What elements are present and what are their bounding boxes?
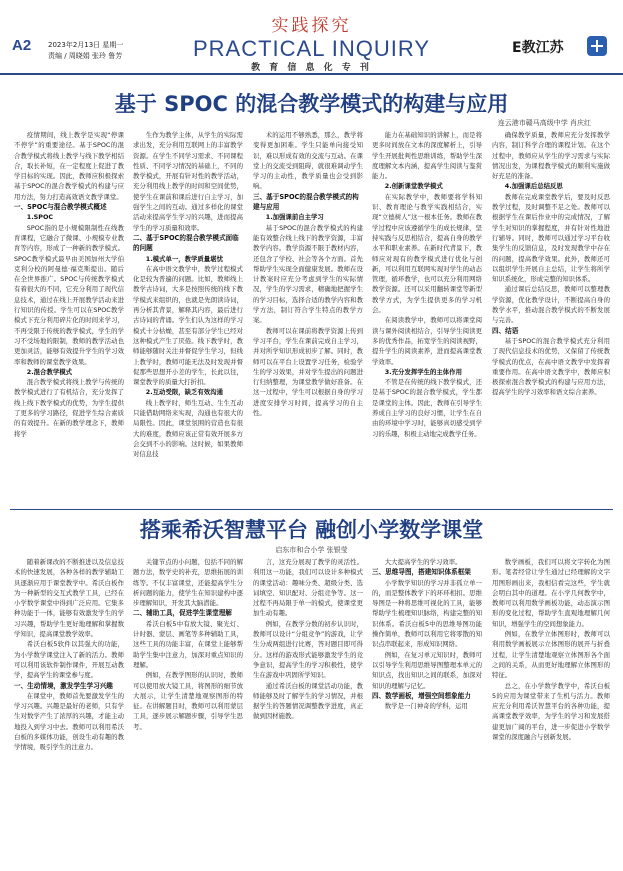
- article-1-column-2: [133, 130, 243, 503]
- paragraph: 总之，在小学数学教学中，希沃白板5的应用为课堂带来了生机与活力。教师应充分利用希沃智慧平台的各种功能，提高课堂教学效率，为学生的学习和发展搭建更加广阔的平台，进一步促进小学数学课堂的深度融合与创新发展。: [492, 681, 610, 742]
- paragraph: 教师在完成课堂教学后，要及时反思教学过程，及时调整不足之处。教师可以根据学生在课后作业中的完成情况，了解学生对知识的掌握程度，并有针对性地进行辅导。同时，教师可以通过学习平台收集学生的反馈信息，及时发现教学中存在的问题，提高教学效果。此外，教师还可以组织学生开展自主总结，让学生将所学知识系统化，形成完整的知识体系。: [492, 192, 610, 284]
- article-2-column-4: [372, 557, 482, 865]
- paragraph: 在实际教学中，教师要将学科知识、教育理论与教学实践相结合，实现“立德树人”这一根本任务。教师在教学过程中应该遵循学生的成长规律，坚持实践与反思相结合，提高自身的教学水平和职业素养。在新时代背景下，教师应对现有的教学模式进行优化与创新，可以利用互联网实现对学生的动态管理，循环教学，也可以充分利用网络教学资源。还可以采用翻转课堂等新型教学方式，为学生提供更多的学习机会。: [372, 192, 482, 315]
- paragraph: 例如，在复习单元知识时，教师可以引导学生利用思维导图整理本单元的知识点，找出知识之间的联系，加深对知识的理解与记忆。: [372, 650, 482, 690]
- paragraph: 通过希沃白板的课堂活动功能，教师能够及时了解学生的学习情况，并根据学生的答题情况调整教学进度，真正做到因材施教。: [253, 681, 363, 721]
- section-heading: 2.混合教学模式: [26, 367, 73, 376]
- section-heading: 4.加强课后总结反思: [504, 182, 563, 191]
- editor-credits: 责编 / 周晓娟 张玲 鲁芳: [48, 52, 123, 60]
- paragraph: 教师可以在课前将教学资源上传到学习平台，学生在课前完成自主学习，并对所学知识形成初步了解。同时，教师可以在平台上设置学习任务，检验学生的学习效果，并对学生提出的问题进行归纳整理，为课堂教学做好准备。在这一过程中，学生可以根据自身的学习进度安排学习时间，提高学习的自主性。: [253, 326, 363, 418]
- section-heading: 四、结语: [492, 326, 519, 335]
- paragraph: 术的运用不够熟悉，那么，教学将变得更加困难。学生只能单向接受知识，难以形成有效的交流与互动。在课堂上的交流受到阻碍，就很难调动学生学习的主动性，教学质量也会受到影响。: [253, 131, 363, 191]
- brand-name: E教江苏: [512, 40, 564, 56]
- brand-logo: [512, 36, 607, 58]
- article-divider: [10, 509, 613, 510]
- paragraph: 不管是在传统的线下教学模式，还是基于SPOC的混合教学模式，学生都是课堂的主体。因此，教师在引导学生养成自主学习的良好习惯，让学生在自由的环境中学习时，能够真切感受到学习的乐趣，积极主动地完成教学任务。: [372, 378, 482, 438]
- paragraph: 关键节点的小问题，包括不同的解题方法，数学史的补充，思维拓展的训练等。不仅丰富课堂，还能提高学生分析问题的能力，使学生在知识建构中逐步理解知识，开发其大脑潜能。: [133, 558, 243, 608]
- paragraph: 希沃白板5中有放大镜、聚光灯、计时器、蒙层、画笔等多种辅助工具，这些工具的功能丰富，在课堂上能够帮助学生集中注意力，加深对重点知识的理解。: [133, 619, 243, 669]
- section-heading: 1.SPOC: [26, 213, 54, 222]
- article-1-column-4: [372, 130, 482, 503]
- article-1-title: 基于 SPOC 的混合教学模式的构建与应用: [114, 92, 509, 116]
- paragraph: 在课堂中，教师首先要激发学生的学习兴趣。兴趣是最好的老师，只有学生对数学产生了浓厚的兴趣，才能主动地投入到学习中去。教师可以利用希沃白板的多媒体功能，创设生动有趣的教学情境，吸引学生的注意力。: [14, 691, 124, 752]
- paragraph: 例如，在教学图形的认识时，教师可以使用放大镜工具，将图形的细节放大展示，让学生清楚地观察图形的特征。在讲解题目时，教师可以利用蒙层工具，逐步展示解题步骤，引导学生思考。: [133, 671, 243, 731]
- article-2-column-1: [14, 557, 124, 865]
- paragraph: 例如，在教学分数的初步认识时，教师可以设计“分组竞争”的游戏，让学生分成两组进行比赛，答对题目即可得分。这样的游戏形式能够激发学生的竞争意识，提高学生的学习积极性，使学生在游戏中巩固所学知识。: [253, 619, 363, 680]
- section-heading: 三、思维导图，搭建知识体系框架: [372, 568, 471, 577]
- paragraph: 基于SPOC的混合教学模式的构建能有效整合线上线下的教学资源，丰富教学内容。教学资源不限于教材内容，还包含了学校、社会等各个方面。首先帮助学生实现全面健康发展。教师在设计教案时应充分考虑到学生的实际情况，学生的学习需求，精确地把握学生的学习目标，选择合适的教学内容和教学方法，制订符合学生特点的教学方案。: [253, 223, 363, 325]
- section-heading: 3.充分发挥学生的主体作用: [384, 367, 462, 376]
- section-title-cn: 实践探究: [271, 16, 352, 36]
- section-heading: 一、SPOC与混合教学模式概述: [14, 203, 107, 212]
- section-subtitle: 教 育 信 息 化 专 刊: [251, 63, 372, 73]
- section-heading: 二、辅助工具，促进学生课堂理解: [133, 609, 232, 618]
- paragraph: 生作为教学主体，从学生的实际需求出发，充分利用互联网上的丰富教学资源。在学生不同学习需求、不同课程性质、不同学习情况的基础上，不同的教学模式，开展有针对性的教学活动，充分利用线上教学的时间和空间优势，使学生在课前和课后进行自主学习，加强学生之间的互动。通过多样化的课堂活动来提高学生学习的兴趣，进而提高学生的学习质量和效率。: [133, 131, 243, 232]
- paragraph: 通过课后总结反思，教师可以整理教学资源，优化教学设计，不断提高自身的教学水平，推动混合教学模式的不断发展与完善。: [492, 285, 610, 325]
- paragraph: 混合教学模式将线上教学与传统的教学模式进行了有机结合，充分发挥了线上线下教学模式的优势，为学生提供了更多的学习路径，促进学生综合素质的有效提升。在新的教学理念下，教师将学: [14, 378, 124, 438]
- paragraph: 大大提高学生的学习效率。: [384, 558, 462, 566]
- section-heading: 一、生动情境，激发学生学习兴趣: [14, 681, 113, 690]
- paragraph: 基于SPOC的混合教学模式充分利用了现代信息技术的优势，又保留了传统教学模式的优点，在高中语文教学中发挥着重要作用。在高中语文教学中，教师应积极探索混合教学模式的构建与应用方法，提高学生的学习效率和语文综合素养。: [492, 336, 610, 397]
- section-heading: 三、基于SPOC的混合教学模式的构建与应用: [253, 192, 359, 212]
- paragraph: 在高中语文教学中，教学过程模式化是较为普遍的问题。比如，教师线上教学古诗词，大多是按照传统的线下教学模式来组织的，也就是先朗读诗词，再分析其背景，解释其内容，最后进行古诗词的背诵。学生们认为这样的学习模式十分枯燥，甚至有部分学生已经对这种模式产生了厌倦。线下教学时，教师能够随时关注并督促学生学习，但线上教学时，教师可能无法及时发现并督促那些思想开小差的学生，长此以往，课堂教学的质量大打折扣。: [133, 264, 243, 387]
- article-2-byline: 启东市和合小学 张银莹: [275, 546, 348, 554]
- article-1-column-3: [253, 130, 363, 503]
- paragraph: SPOC指的是小规模限制性在线教育课程，它融合了微课、小规模专业教育等内容，形成了一种新的教学模式。SPOC教学模式最早由美国加州大学伯克利分校的阿曼德·福克斯提出。随后在全世界推广。SPOC与传统教学模式有着很大的不同，它充分利用了现代信息技术，通过在线上开展教学活动来进行知识的传授。学生可以在SPOC教学模式下充分利用碎片化的时间来学习，不再受限于传统的教学模式，学生的学习不受场地的限制，教师的教学活动也更加灵活，能够有效提升学生的学习效率和教师的课堂教学效果。: [14, 223, 124, 366]
- paragraph: 希沃白板5软件以其强大的功能，为小学数学课堂注入了新的活力。教师可以利用该软件制作课件，开展互动教学，提高学生的课堂参与度。: [14, 640, 124, 680]
- section-heading: 2.互动受限，缺乏有效沟通: [145, 388, 223, 397]
- paragraph: 确保教学质量，教师应充分发挥教学内容，制订科学合理的课程计划。在这个过程中，教师应从学生的学习需求与实际情况出发，为课程教学模式的顺利实施做好充足的准备。: [492, 131, 610, 181]
- paragraph: 疫情期间，线上教学是实现“停课不停学”的重要途径。基于SPOC的混合教学模式将线上教学与线下教学相结合，取长补短，在一定程度上促进了教学目标的实现。因此，教师应积极探索基于SPOC的混合教学模式的构建与应用方法，努力打造高效语文教学课堂。: [14, 131, 124, 201]
- paragraph: 例如，在教学立体图形时，教师可以利用数学画板展示立体图形的展开与折叠过程，让学生清楚地观察立体图形各个面之间的关系，从而更好地理解立体图形的特征。: [492, 630, 610, 680]
- paragraph: 能力在基础知识的讲解上，而是将更多时间放在文本的深度解析上，引导学生开展批判性思维训练，帮助学生深度理解文本内涵，提高学生阅读与鉴赏能力。: [372, 131, 482, 181]
- paragraph: 线上教学时，师生互动、生生互动只能借助网络来实现，沟通也有很大的局限性。因此，课堂氛围的营造也有很大的难度，教师应该正常有效开展多方会交到不小的影响。这时候，如果教师对信息技: [133, 398, 243, 459]
- masthead: [0, 0, 623, 75]
- section-heading: 2.创新课堂教学模式: [384, 182, 443, 191]
- article-1-column-5: [492, 130, 610, 503]
- article-2-column-5: [492, 557, 610, 865]
- section-heading: 1.加强课前自主学习: [265, 213, 324, 222]
- paragraph: 随着新课改的不断推进以及信息技术的快速发展，各种各样的教学辅助工具逐渐应用于课堂教学中。希沃白板作为一种新型的交互式教学工具，已经在小学数学课堂中得到广泛应用。它集多种功能于一体，能够有效激发学生的学习兴趣，帮助学生更好地理解和掌握数学知识，提高课堂教学效率。: [14, 558, 124, 639]
- section-heading: 二、基于SPOC的混合教学模式面临的问题: [133, 233, 239, 253]
- paragraph: 小学数学知识的学习并非孤立单一的，而是整体教学下的环环相扣。思维导图是一种将思维可视化的工具，能够帮助学生梳理知识脉络，构建完整的知识体系。希沃白板5中的思维导图功能操作简单，教师可以利用它将零散的知识点串联起来，形成知识网络。: [372, 578, 482, 649]
- page-code: A2: [12, 37, 32, 54]
- article-2-column-3: [253, 557, 363, 865]
- article-2-title: 搭乘希沃智慧平台 融创小学数学课堂: [139, 518, 484, 542]
- section-heading: 1.模式单一，教学质量堪忧: [145, 254, 223, 263]
- section-heading: 四、数学画板，增强空间想象能力: [372, 691, 471, 700]
- paragraph: 数学画板，我们可以将文字转化为图形。笔者经常让学生通过已经理解的文字用图形画出来，我相信看完这些，学生就会明白其中的道理。在小学几何教学中，教师可以利用数学画板功能，动态演示图形的变化过程，帮助学生直观地理解几何知识，增强学生的空间想象能力。: [492, 558, 610, 628]
- paragraph: 数学是一门神奇的学科，运用: [384, 702, 468, 711]
- paragraph: 言，这充分展现了教学的灵活性。利用这一功能，我们可以设计多种模式的课堂活动：趣味分类、超级分类、选词填空、知识配对、分组竞争等。这一过程不再局限于单一的模式，使课堂更加生动有趣。: [253, 558, 363, 618]
- paragraph: 在阅读教学中，教师可以将课堂阅读与课外阅读相结合，引导学生阅读更多的优秀作品，拓宽学生的阅读视野，提升学生的阅读素养，进而提高课堂教学效率。: [372, 316, 482, 366]
- article-1-column-1: [14, 130, 124, 503]
- article-1-byline: 连云港市赣马高级中学 肖庆红: [497, 119, 591, 127]
- plus-logo-icon: [587, 36, 607, 56]
- section-title-en: PRACTICAL INQUIRY: [192, 36, 431, 61]
- publication-date: 2023年2月13日 星期一: [48, 41, 124, 49]
- article-2-column-2: [133, 557, 243, 865]
